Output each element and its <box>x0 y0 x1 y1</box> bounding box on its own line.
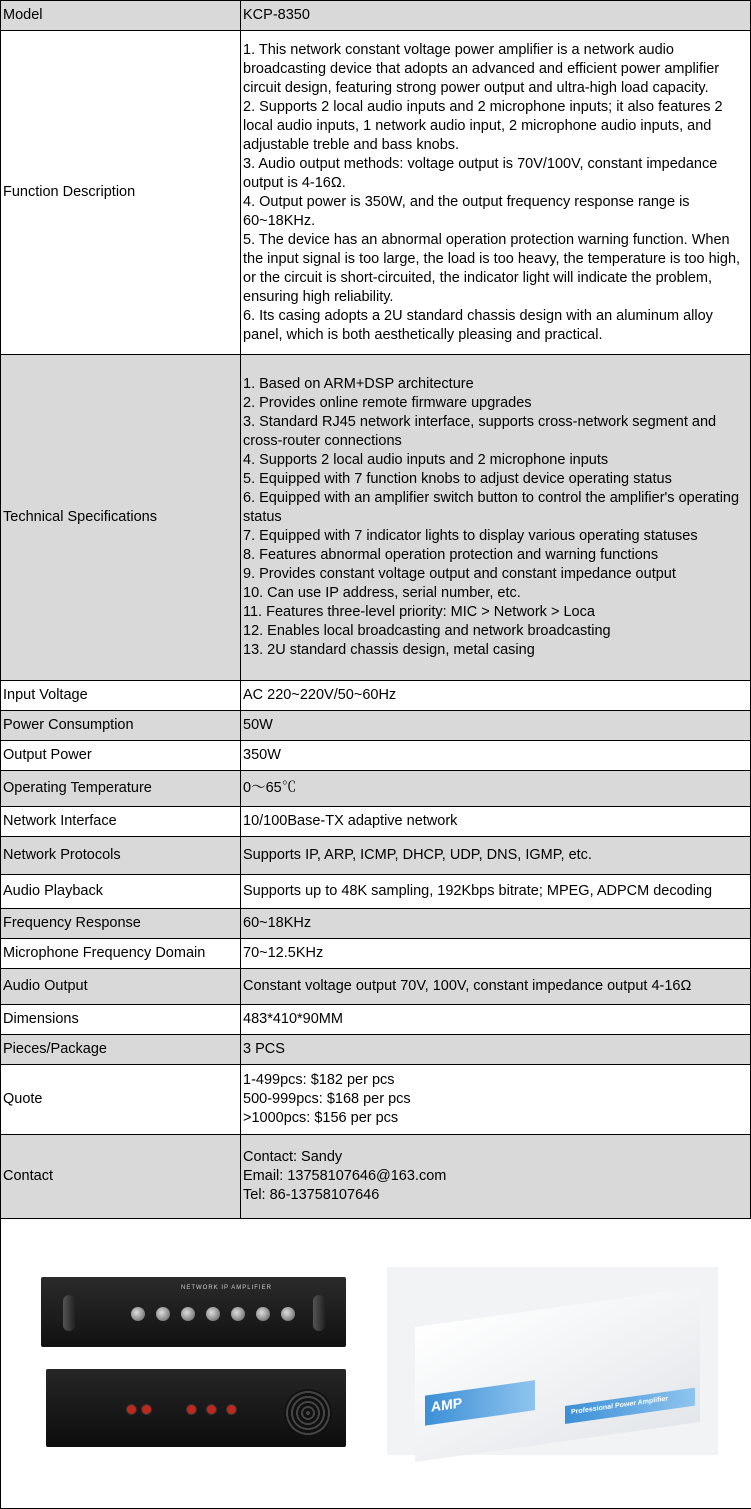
spec-label: Pieces/Package <box>1 1035 241 1065</box>
box-blue-band <box>425 1380 535 1425</box>
spec-value-line: 7. Equipped with 7 indicator lights to display various operating statuses <box>243 528 698 544</box>
spec-value-line: status <box>243 509 282 525</box>
spec-value-line: ensuring high reliability. <box>243 288 394 305</box>
spec-value-line: 1-499pcs: $182 per pcs <box>243 1072 395 1088</box>
spec-row <box>1 741 751 771</box>
right-handle <box>313 1295 325 1331</box>
spec-row <box>1 875 751 909</box>
speaker-terminal <box>186 1404 197 1415</box>
spec-value-line: local audio inputs, 1 network audio input, 2 microphone audio inputs, and <box>243 117 712 134</box>
box-blue-band-side <box>565 1388 695 1424</box>
spec-label: Network Interface <box>1 807 241 837</box>
spec-value-line: 13. 2U standard chassis design, metal casing <box>243 642 535 658</box>
left-handle <box>63 1295 75 1331</box>
spec-value <box>241 771 751 807</box>
spec-row <box>1 1005 751 1035</box>
spec-value-line: Constant voltage output 70V, 100V, constant impedance output 4-16Ω <box>243 978 692 994</box>
box-side-label: Professional Power Amplifier <box>571 1395 668 1417</box>
spec-value-line: Email: 13758107646@163.com <box>243 1168 447 1184</box>
audio-jack <box>141 1404 152 1415</box>
knob <box>131 1307 145 1321</box>
spec-value <box>241 909 751 939</box>
spec-value-line: 1. Based on ARM+DSP architecture <box>243 376 474 392</box>
spec-value-line: circuit design, featuring strong power output and ultra-high load capacity. <box>243 79 709 96</box>
spec-value-line: Tel: 86-13758107646 <box>243 1187 380 1203</box>
speaker-terminal <box>206 1404 217 1415</box>
spec-value <box>241 1065 751 1135</box>
spec-value-line: 4. Supports 2 local audio inputs and 2 microphone inputs <box>243 452 609 468</box>
spec-value-line: 3 PCS <box>243 1041 285 1057</box>
spec-value <box>241 807 751 837</box>
spec-row <box>1 807 751 837</box>
spec-value-line: 60~18KHz. <box>243 212 316 229</box>
spec-label: Frequency Response <box>1 909 241 939</box>
spec-value-line: 10. Can use IP address, serial number, etc. <box>243 585 521 601</box>
spec-row <box>1 1065 751 1135</box>
spec-label: Output Power <box>1 741 241 771</box>
knob <box>231 1307 245 1321</box>
spec-value <box>241 1 751 31</box>
spec-value-line: 6. Equipped with an amplifier switch button to control the amplifier's operating <box>243 490 740 506</box>
spec-value-line: 5. Equipped with 7 function knobs to adjust device operating status <box>243 471 672 487</box>
speaker-terminal <box>226 1404 237 1415</box>
spec-value-line: the input signal is too large, the load is too heavy, the temperature is too high, <box>243 250 741 267</box>
amplifier-panel-label: NETWORK IP AMPLIFIER <box>181 1285 272 1291</box>
product-photos <box>0 1219 751 1509</box>
spec-label: Audio Output <box>1 969 241 1005</box>
knob <box>206 1307 220 1321</box>
audio-jack <box>126 1404 137 1415</box>
spec-value-line: broadcasting device that adopts an advanced and efficient power amplifier <box>243 60 720 77</box>
spec-value <box>241 711 751 741</box>
spec-value <box>241 355 751 681</box>
spec-value-line: 9. Provides constant voltage output and constant impedance output <box>243 566 676 582</box>
spec-value-line: 5. The device has an abnormal operation protection warning function. When <box>243 231 730 248</box>
spec-row <box>1 1 751 31</box>
spec-value <box>241 837 751 875</box>
spec-value-line: adjustable treble and bass knobs. <box>243 136 460 153</box>
spec-row <box>1 681 751 711</box>
spec-value <box>241 31 751 355</box>
knob <box>181 1307 195 1321</box>
spec-value-line: 3. Audio output methods: voltage output is 70V/100V, constant impedance <box>243 155 718 172</box>
spec-label: Technical Specifications <box>1 355 241 681</box>
spec-value <box>241 1035 751 1065</box>
spec-value-line: Supports IP, ARP, ICMP, DHCP, UDP, DNS, IGMP, etc. <box>243 847 592 863</box>
spec-row <box>1 1035 751 1065</box>
spec-value <box>241 1005 751 1035</box>
spec-value-line: 483*410*90MM <box>243 1011 343 1027</box>
spec-label: Operating Temperature <box>1 771 241 807</box>
spec-value-line: 50W <box>243 717 273 733</box>
spec-value-line: Supports up to 48K sampling, 192Kbps bitrate; MPEG, ADPCM decoding <box>243 883 713 899</box>
spec-row <box>1 1135 751 1219</box>
spec-row <box>1 771 751 807</box>
spec-value-line: 11. Features three-level priority: MIC > Network > Loca <box>243 604 595 620</box>
spec-value-line: 2. Supports 2 local audio inputs and 2 microphone inputs; it also features 2 <box>243 98 723 115</box>
spec-value-line: 3. Standard RJ45 network interface, supports cross-network segment and <box>243 414 717 430</box>
spec-value-line: KCP-8350 <box>243 7 310 23</box>
spec-label: Function Description <box>1 31 241 355</box>
spec-value-line: 500-999pcs: $168 per pcs <box>243 1091 411 1107</box>
spec-label: Microphone Frequency Domain <box>1 939 241 969</box>
cooling-fan-icon <box>284 1389 332 1437</box>
spec-value-line: 0～65℃ <box>243 780 297 796</box>
spec-row <box>1 355 751 681</box>
spec-value-line: 10/100Base-TX adaptive network <box>243 813 458 829</box>
amplifier-rear-panel <box>46 1369 346 1447</box>
spec-label: Model <box>1 1 241 31</box>
spec-value-line: 2. Provides online remote firmware upgrades <box>243 395 532 411</box>
box-brand: AMP <box>431 1394 463 1415</box>
spec-value-line: 6. Its casing adopts a 2U standard chassis design with an aluminum alloy <box>243 307 713 324</box>
spec-value-line: 4. Output power is 350W, and the output frequency response range is <box>243 193 690 210</box>
spec-value-line: 350W <box>243 747 281 763</box>
spec-row <box>1 939 751 969</box>
amplifier-front-panel <box>41 1277 346 1347</box>
spec-value <box>241 1135 751 1219</box>
spec-value-line: >1000pcs: $156 per pcs <box>243 1110 399 1126</box>
spec-label: Contact <box>1 1135 241 1219</box>
spec-row <box>1 31 751 355</box>
spec-value <box>241 681 751 711</box>
spec-row <box>1 837 751 875</box>
spec-value-line: 1. This network constant voltage power amplifier is a network audio <box>243 41 674 58</box>
spec-row <box>1 909 751 939</box>
spec-value <box>241 939 751 969</box>
spec-label: Audio Playback <box>1 875 241 909</box>
knob <box>256 1307 270 1321</box>
spec-label: Power Consumption <box>1 711 241 741</box>
spec-label: Quote <box>1 1065 241 1135</box>
spec-value <box>241 875 751 909</box>
spec-label: Dimensions <box>1 1005 241 1035</box>
spec-value-line: 60~18KHz <box>243 915 312 931</box>
spec-value <box>241 741 751 771</box>
spec-row <box>1 711 751 741</box>
spec-value <box>241 969 751 1005</box>
spec-value-line: or the circuit is short-circuited, the indicator light will indicate the problem, <box>243 269 713 286</box>
knob <box>281 1307 295 1321</box>
spec-value-line: cross-router connections <box>243 433 402 449</box>
spec-value-line: output is 4-16Ω. <box>243 174 346 191</box>
spec-value-line: AC 220~220V/50~60Hz <box>243 687 397 703</box>
spec-value-line: 12. Enables local broadcasting and network broadcasting <box>243 623 611 639</box>
spec-value-line: 70~12.5KHz <box>243 945 324 961</box>
knob <box>156 1307 170 1321</box>
spec-value-line: panel, which is both aesthetically pleasing and practical. <box>243 326 603 343</box>
spec-label: Input Voltage <box>1 681 241 711</box>
spec-value-line: Contact: Sandy <box>243 1149 343 1165</box>
boxed-product-photo <box>387 1267 718 1455</box>
product-box <box>415 1287 700 1462</box>
spec-label: Network Protocols <box>1 837 241 875</box>
spec-row <box>1 969 751 1005</box>
spec-value-line: 8. Features abnormal operation protection and warning functions <box>243 547 659 563</box>
